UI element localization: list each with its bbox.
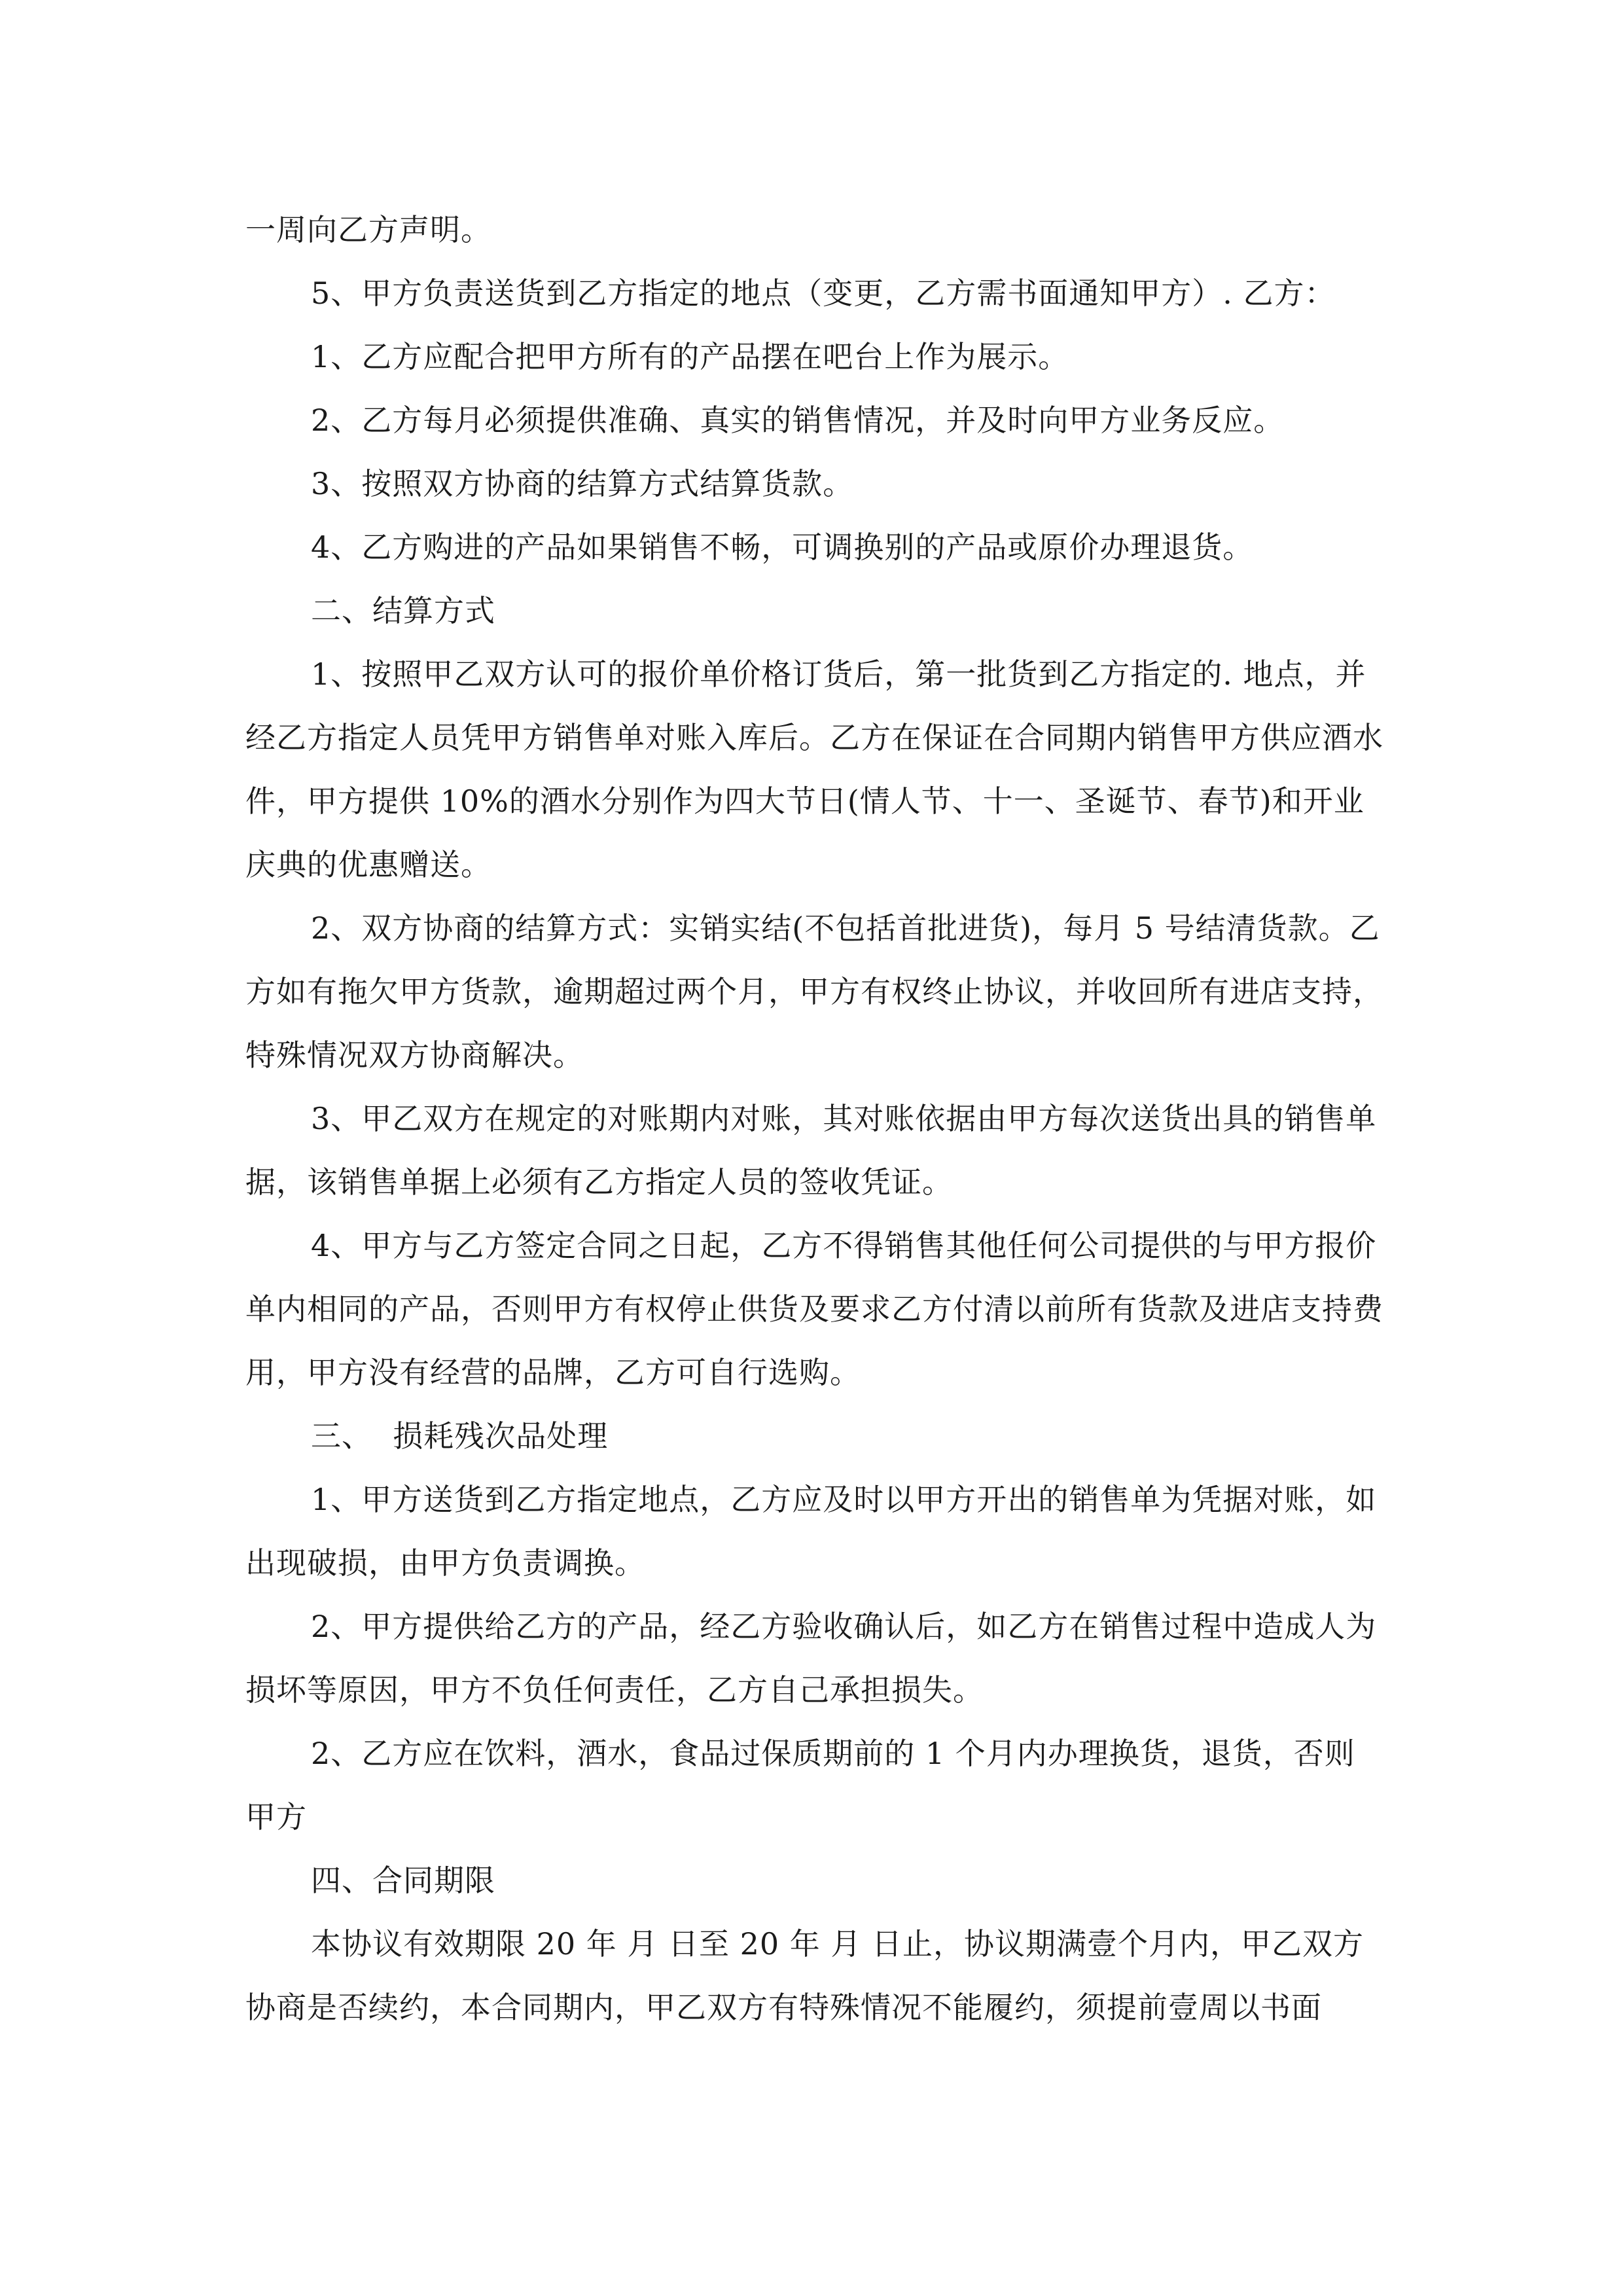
paragraph-9: 3、甲乙双方在规定的对账期内对账，其对账依据由甲方每次送货出具的销售单据，该销售单据上必须有乙方指定人员的签收凭证。 <box>245 1101 1377 1200</box>
document-body <box>245 198 1394 2039</box>
section-heading-2: 二、结算方式 <box>311 593 495 628</box>
paragraph-5: 4、乙方购进的产品如果销售不畅，可调换别的产品或原价办理退货。 <box>311 529 1254 565</box>
paragraph-3: 2、乙方每月必须提供准确、真实的销售情况，并及时向甲方业务反应。 <box>311 403 1285 438</box>
section-heading-4: 四、合同期限 <box>311 1863 495 1898</box>
paragraph-7: 1、按照甲乙双方认可的报价单价格订货后，第一批货到乙方指定的. 地点，并经乙方指定人员凭甲方销售单对账入库后。乙方在保证在合同期内销售甲方供应酒水 件，甲方提供 10%的酒水分别作为四大节日(情人节、十一、圣诞节、春节)和开业庆典的优惠赠送。 <box>245 656 1394 882</box>
paragraph-4: 3、按照双方协商的结算方式结算货款。 <box>311 466 854 501</box>
paragraph-10: 4、甲方与乙方签定合同之日起，乙方不得销售其他任何公司提供的与甲方报价单内相同的产品，否则甲方有权停止供货及要求乙方付清以前所有货款及进店支持费用，甲方没有经营的品牌，乙方可自行选购。 <box>245 1228 1383 1390</box>
paragraph-1: 5、甲方负责送货到乙方指定的地点（变更，乙方需书面通知甲方）. 乙方： <box>311 276 1336 311</box>
paragraph-2: 1、乙方应配合把甲方所有的产品摆在吧台上作为展示。 <box>311 339 1069 374</box>
paragraph-16: 本协议有效期限 20 年 月 日至 20 年 月 日止，协议期满壹个月内，甲乙双方协商是否续约，本合同期内，甲乙双方有特殊情况不能履约，须提前壹周以书面 <box>245 1926 1364 2025</box>
section-heading-3: 三、 损耗残次品处理 <box>311 1418 609 1454</box>
paragraph-0: 一周向乙方声明。 <box>245 212 491 247</box>
paragraph-12: 1、甲方送货到乙方指定地点，乙方应及时以甲方开出的销售单为凭据对账，如出现破损，由甲方负责调换。 <box>245 1482 1377 1581</box>
paragraph-14: 2、乙方应在饮料，酒水，食品过保质期前的 1 个月内办理换货，退货，否则甲方 <box>245 1736 1355 1835</box>
paragraph-8: 2、双方协商的结算方式：实销实结(不包括首批进货)，每月 5 号结清货款。乙方如有拖欠甲方货款，逾期超过两个月，甲方有权终止协议，并收回所有进店支持，特殊情况双方协商解决。 <box>245 910 1383 1073</box>
paragraph-13: 2、甲方提供给乙方的产品，经乙方验收确认后，如乙方在销售过程中造成人为损坏等原因，甲方不负任何责任，乙方自己承担损失。 <box>245 1609 1377 1708</box>
